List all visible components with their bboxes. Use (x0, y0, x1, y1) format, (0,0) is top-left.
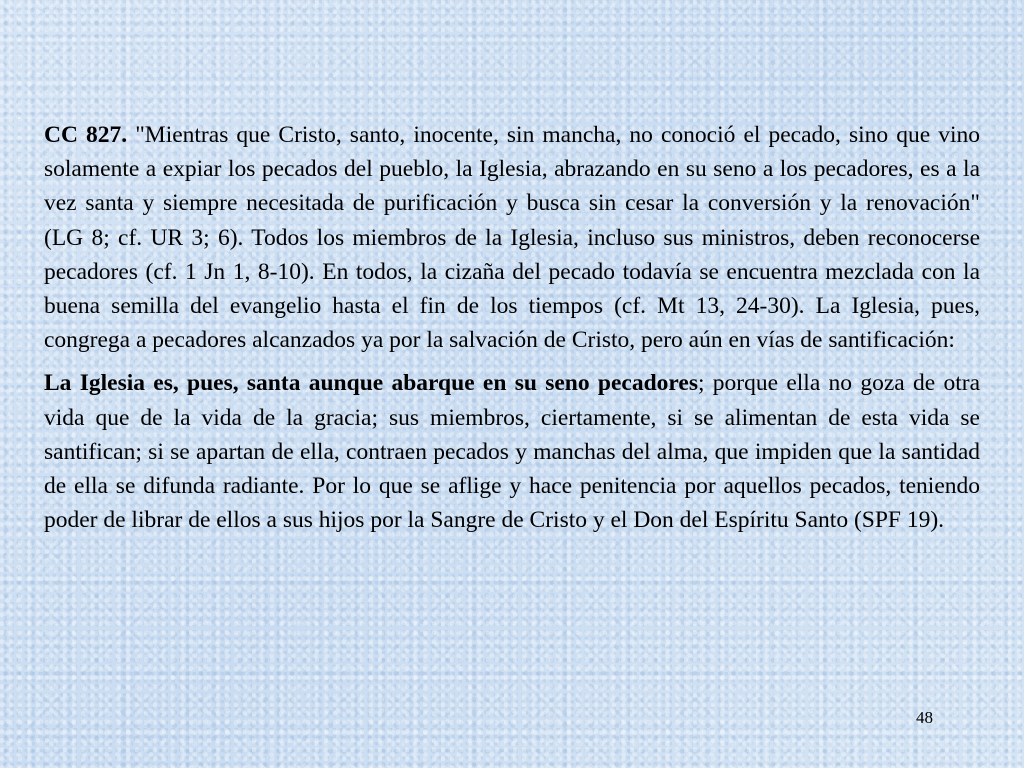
paragraph-lead-bold: CC 827. (44, 122, 128, 148)
paragraph-catechism-827 (44, 118, 980, 357)
paragraph-church-holy (44, 366, 980, 537)
paragraph-body: "Mientras que Cristo, santo, inocente, sin mancha, no conoció el pecado, sino que vino solamente a expiar los pecados del pueblo, la Iglesia, abrazando en su seno a los pecadores, es a la vez santa y siempre necesitada de purificación y busca sin cesar la conversión y la renovación" (LG 8; cf. UR 3; 6). Todos los miembros de la Iglesia, incluso sus ministros, deben reconocerse pecadores (cf. 1 Jn 1, 8-10). En todos, la cizaña del pecado todavía se encuentra mezclada con la buena semilla del evangelio hasta el fin de los tiempos (cf. Mt 13, 24-30). La Iglesia, pues, congrega a pecadores alcanzados ya por la salvación de Cristo, pero aún en vías de santificación: (44, 122, 980, 354)
page-number: 48 (916, 708, 933, 727)
paragraph-lead-bold: La Iglesia es, pues, santa aunque abarque en su seno pecadores (44, 370, 698, 397)
slide-content (44, 118, 980, 537)
paragraph-body: ; porque ella no goza de otra vida que de la vida de la gracia; sus miembros, ciertamente, si se alimentan de esta vida se santifican; si se apartan de ella, contraen pecados y manchas del alma, que impiden que la santidad de ella se difunda radiante. Por lo que se aflige y hace penitencia por aquellos pecados, teniendo poder de librar de ellos a sus hijos por la Sangre de Cristo y el Don del Espíritu Santo (SPF 19). (44, 370, 980, 534)
